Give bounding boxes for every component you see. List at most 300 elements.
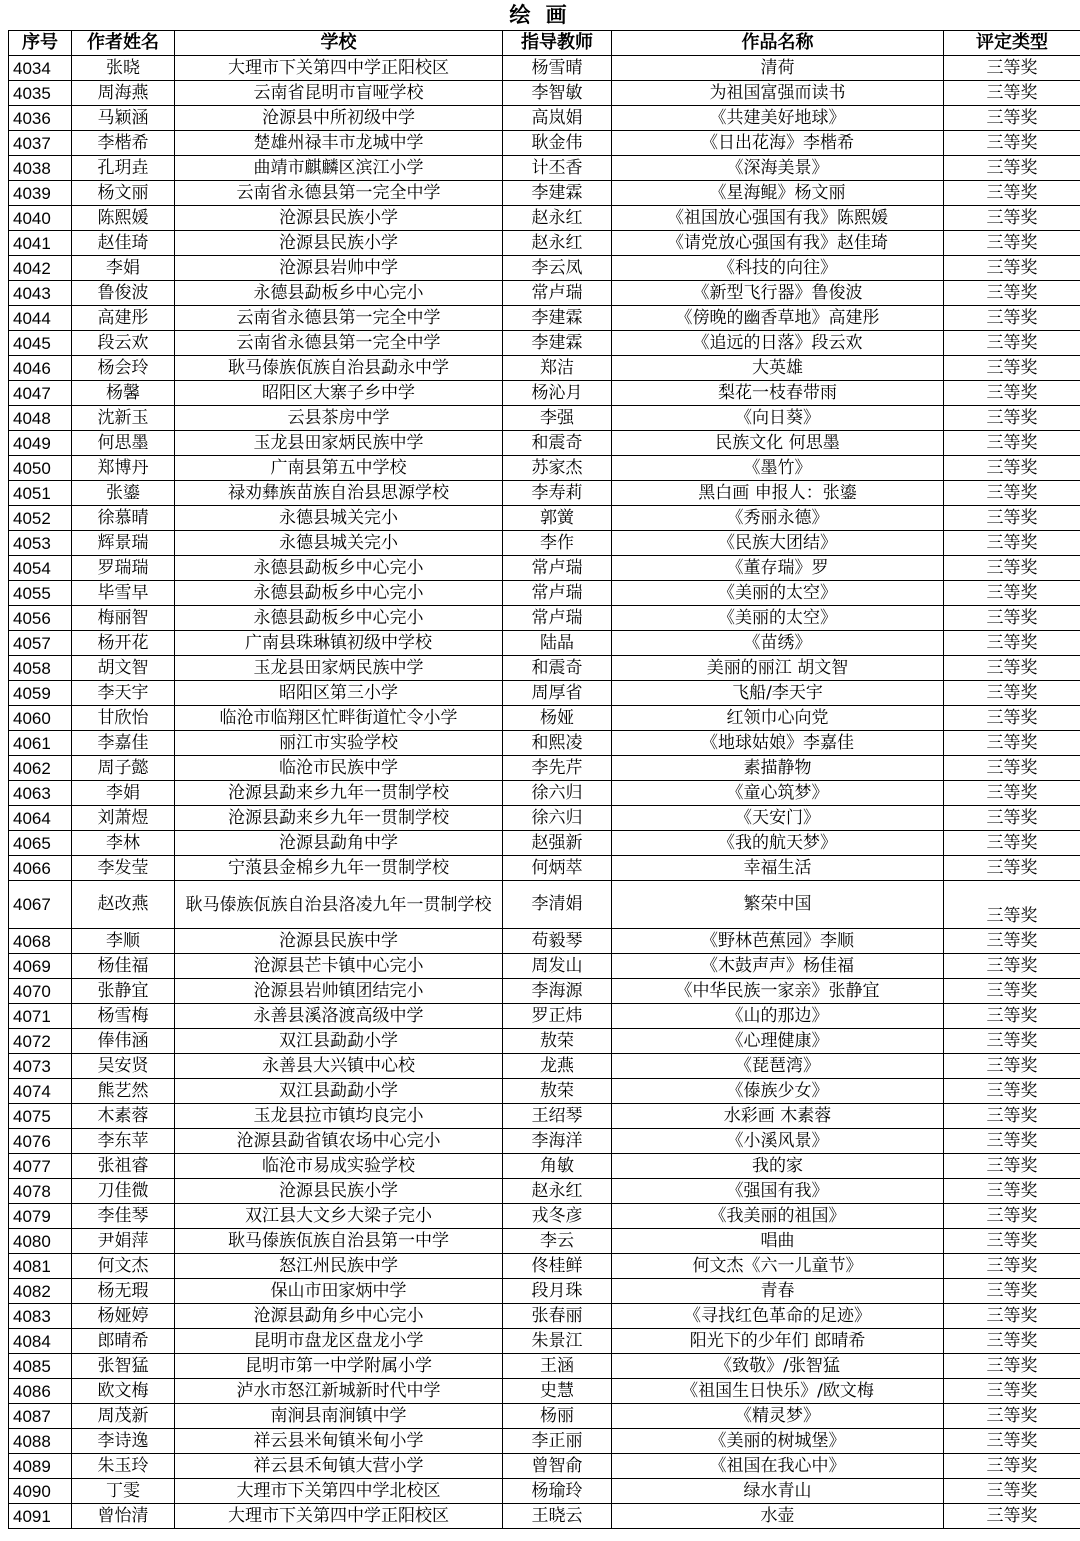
cell-school: 永德县城关完小 — [175, 506, 503, 531]
cell-award: 三等奖 — [944, 306, 1080, 331]
cell-school: 广南县第五中学校 — [175, 456, 503, 481]
cell-school: 双江县大文乡大梁子完小 — [175, 1204, 503, 1229]
cell-author: 曾怡清 — [72, 1504, 175, 1529]
table-row — [9, 1429, 1080, 1454]
cell-seq: 4066 — [9, 856, 72, 881]
cell-award: 三等奖 — [944, 106, 1080, 131]
cell-school: 大理市下关第四中学正阳校区 — [175, 56, 503, 81]
cell-seq: 4082 — [9, 1279, 72, 1304]
table-row — [9, 81, 1080, 106]
cell-award: 三等奖 — [944, 181, 1080, 206]
cell-work: 《深海美景》 — [612, 156, 944, 181]
cell-award: 三等奖 — [944, 806, 1080, 831]
cell-author: 李嘉佳 — [72, 731, 175, 756]
cell-work: 《童心筑梦》 — [612, 781, 944, 806]
cell-award: 三等奖 — [944, 256, 1080, 281]
cell-teacher: 常卢瑞 — [503, 581, 612, 606]
cell-work: 飞船/李天宇 — [612, 681, 944, 706]
table-row — [9, 979, 1080, 1004]
table-row — [9, 756, 1080, 781]
table-row — [9, 1079, 1080, 1104]
cell-teacher: 郭黉 — [503, 506, 612, 531]
cell-teacher: 苟毅琴 — [503, 929, 612, 954]
cell-author: 梅丽智 — [72, 606, 175, 631]
cell-award: 三等奖 — [944, 581, 1080, 606]
cell-school: 沧源县芒卡镇中心完小 — [175, 954, 503, 979]
cell-award: 三等奖 — [944, 1379, 1080, 1404]
cell-award: 三等奖 — [944, 1329, 1080, 1354]
cell-work: 梨花一枝春带雨 — [612, 381, 944, 406]
table-row — [9, 1204, 1080, 1229]
cell-award: 三等奖 — [944, 929, 1080, 954]
cell-teacher: 耿金伟 — [503, 131, 612, 156]
cell-work: 《天安门》 — [612, 806, 944, 831]
cell-award: 三等奖 — [944, 1404, 1080, 1429]
cell-seq: 4041 — [9, 231, 72, 256]
table-row — [9, 706, 1080, 731]
table-row — [9, 1179, 1080, 1204]
cell-author: 马颖涵 — [72, 106, 175, 131]
cell-work: 《致敬》/张智猛 — [612, 1354, 944, 1379]
cell-award: 三等奖 — [944, 1004, 1080, 1029]
cell-school: 南涧县南涧镇中学 — [175, 1404, 503, 1429]
cell-author: 李林 — [72, 831, 175, 856]
cell-award: 三等奖 — [944, 231, 1080, 256]
cell-author: 毕雪早 — [72, 581, 175, 606]
cell-award: 三等奖 — [944, 1429, 1080, 1454]
cell-school: 禄劝彝族苗族自治县思源学校 — [175, 481, 503, 506]
cell-seq: 4064 — [9, 806, 72, 831]
cell-seq: 4067 — [9, 881, 72, 929]
cell-seq: 4079 — [9, 1204, 72, 1229]
cell-author: 罗瑞瑞 — [72, 556, 175, 581]
cell-school: 双江县勐勐小学 — [175, 1079, 503, 1104]
cell-seq: 4065 — [9, 831, 72, 856]
cell-work: 大英雄 — [612, 356, 944, 381]
cell-award: 三等奖 — [944, 1179, 1080, 1204]
cell-work: 《新型飞行器》鲁俊波 — [612, 281, 944, 306]
cell-school: 永德县勐板乡中心完小 — [175, 281, 503, 306]
cell-seq: 4037 — [9, 131, 72, 156]
table-row — [9, 1404, 1080, 1429]
cell-author: 杨娅婷 — [72, 1304, 175, 1329]
table-row — [9, 331, 1080, 356]
cell-work: 水壶 — [612, 1504, 944, 1529]
cell-work: 红领巾心向党 — [612, 706, 944, 731]
cell-seq: 4088 — [9, 1429, 72, 1454]
cell-award: 三等奖 — [944, 1504, 1080, 1529]
table-row — [9, 656, 1080, 681]
cell-teacher: 李海源 — [503, 979, 612, 1004]
cell-award: 三等奖 — [944, 481, 1080, 506]
cell-school: 永善县溪洛渡高级中学 — [175, 1004, 503, 1029]
table-row — [9, 156, 1080, 181]
cell-work: 《苗绣》 — [612, 631, 944, 656]
cell-author: 陈熙媛 — [72, 206, 175, 231]
cell-award: 三等奖 — [944, 1479, 1080, 1504]
cell-teacher: 李正丽 — [503, 1429, 612, 1454]
cell-author: 杨文丽 — [72, 181, 175, 206]
cell-award: 三等奖 — [944, 206, 1080, 231]
cell-author: 杨无瑕 — [72, 1279, 175, 1304]
table-row — [9, 954, 1080, 979]
cell-author: 孔玥垚 — [72, 156, 175, 181]
cell-award: 三等奖 — [944, 954, 1080, 979]
table-row — [9, 1354, 1080, 1379]
cell-work: 素描静物 — [612, 756, 944, 781]
cell-seq: 4059 — [9, 681, 72, 706]
cell-award: 三等奖 — [944, 556, 1080, 581]
cell-teacher: 苏家杰 — [503, 456, 612, 481]
cell-award: 三等奖 — [944, 456, 1080, 481]
table-row — [9, 131, 1080, 156]
cell-seq: 4083 — [9, 1304, 72, 1329]
cell-school: 昭阳区第三小学 — [175, 681, 503, 706]
cell-teacher: 常卢瑞 — [503, 281, 612, 306]
cell-teacher: 李建霖 — [503, 331, 612, 356]
cell-work: 美丽的丽江 胡文智 — [612, 656, 944, 681]
cell-school: 耿马傣族佤族自治县第一中学 — [175, 1229, 503, 1254]
cell-work: 《秀丽永德》 — [612, 506, 944, 531]
cell-seq: 4080 — [9, 1229, 72, 1254]
cell-work: 《野林芭蕉园》李顺 — [612, 929, 944, 954]
cell-work: 《心理健康》 — [612, 1029, 944, 1054]
cell-work: 《墨竹》 — [612, 456, 944, 481]
cell-author: 李发莹 — [72, 856, 175, 881]
table-row — [9, 1054, 1080, 1079]
cell-school: 沧源县勐省镇农场中心完小 — [175, 1129, 503, 1154]
cell-school: 临沧市易成实验学校 — [175, 1154, 503, 1179]
cell-school: 临沧市民族中学 — [175, 756, 503, 781]
cell-author: 熊艺然 — [72, 1079, 175, 1104]
cell-work: 清荷 — [612, 56, 944, 81]
cell-award: 三等奖 — [944, 531, 1080, 556]
cell-author: 段云欢 — [72, 331, 175, 356]
cell-author: 郎晴希 — [72, 1329, 175, 1354]
cell-author: 木素蓉 — [72, 1104, 175, 1129]
table-row — [9, 806, 1080, 831]
cell-teacher: 杨丽 — [503, 1404, 612, 1429]
cell-work: 民族文化 何思墨 — [612, 431, 944, 456]
cell-author: 徐慕晴 — [72, 506, 175, 531]
cell-teacher: 何炳萃 — [503, 856, 612, 881]
cell-seq: 4034 — [9, 56, 72, 81]
cell-teacher: 杨雪晴 — [503, 56, 612, 81]
table-row — [9, 231, 1080, 256]
table-row — [9, 481, 1080, 506]
header-seq: 序号 — [9, 31, 72, 56]
cell-school: 宁蒗县金棉乡九年一贯制学校 — [175, 856, 503, 881]
cell-school: 曲靖市麒麟区滨江小学 — [175, 156, 503, 181]
cell-seq: 4035 — [9, 81, 72, 106]
cell-work: 水彩画 木素蓉 — [612, 1104, 944, 1129]
cell-award: 三等奖 — [944, 1354, 1080, 1379]
cell-author: 李娟 — [72, 781, 175, 806]
cell-author: 周海燕 — [72, 81, 175, 106]
cell-school: 昆明市盘龙区盘龙小学 — [175, 1329, 503, 1354]
cell-school: 云县茶房中学 — [175, 406, 503, 431]
cell-seq: 4078 — [9, 1179, 72, 1204]
cell-award: 三等奖 — [944, 1254, 1080, 1279]
cell-teacher: 高岚娟 — [503, 106, 612, 131]
table-row — [9, 1104, 1080, 1129]
cell-work: 《傣族少女》 — [612, 1079, 944, 1104]
cell-author: 杨佳福 — [72, 954, 175, 979]
cell-seq: 4056 — [9, 606, 72, 631]
cell-seq: 4081 — [9, 1254, 72, 1279]
cell-work: 何文杰《六一儿童节》 — [612, 1254, 944, 1279]
cell-teacher: 李建霖 — [503, 306, 612, 331]
cell-teacher: 陆晶 — [503, 631, 612, 656]
cell-teacher: 王绍琴 — [503, 1104, 612, 1129]
cell-work: 《星海鲲》杨文丽 — [612, 181, 944, 206]
cell-seq: 4048 — [9, 406, 72, 431]
cell-teacher: 李作 — [503, 531, 612, 556]
cell-award: 三等奖 — [944, 131, 1080, 156]
cell-teacher: 李强 — [503, 406, 612, 431]
cell-work: 唱曲 — [612, 1229, 944, 1254]
cell-work: 《寻找红色革命的足迹》 — [612, 1304, 944, 1329]
cell-work: 《美丽的太空》 — [612, 581, 944, 606]
table-row — [9, 381, 1080, 406]
table-row — [9, 1279, 1080, 1304]
cell-seq: 4072 — [9, 1029, 72, 1054]
cell-award: 三等奖 — [944, 281, 1080, 306]
cell-school: 沧源县民族小学 — [175, 1179, 503, 1204]
table-row — [9, 1254, 1080, 1279]
cell-award: 三等奖 — [944, 381, 1080, 406]
table-row — [9, 406, 1080, 431]
cell-award: 三等奖 — [944, 631, 1080, 656]
cell-work: 《山的那边》 — [612, 1004, 944, 1029]
cell-award: 三等奖 — [944, 606, 1080, 631]
cell-award: 三等奖 — [944, 756, 1080, 781]
cell-seq: 4058 — [9, 656, 72, 681]
cell-award: 三等奖 — [944, 1304, 1080, 1329]
cell-teacher: 和震奇 — [503, 656, 612, 681]
cell-teacher: 杨瑜玲 — [503, 1479, 612, 1504]
cell-seq: 4042 — [9, 256, 72, 281]
cell-author: 刘萧煜 — [72, 806, 175, 831]
table-row — [9, 181, 1080, 206]
cell-school: 永德县城关完小 — [175, 531, 503, 556]
cell-school: 沧源县民族中学 — [175, 929, 503, 954]
cell-seq: 4040 — [9, 206, 72, 231]
cell-seq: 4073 — [9, 1054, 72, 1079]
cell-school: 泸水市怒江新城新时代中学 — [175, 1379, 503, 1404]
cell-author: 周子懿 — [72, 756, 175, 781]
cell-author: 俸伟涵 — [72, 1029, 175, 1054]
cell-teacher: 罗正炜 — [503, 1004, 612, 1029]
cell-award: 三等奖 — [944, 1104, 1080, 1129]
cell-teacher: 李清娟 — [503, 881, 612, 929]
cell-seq: 4039 — [9, 181, 72, 206]
cell-award: 三等奖 — [944, 1129, 1080, 1154]
cell-school: 沧源县勐来乡九年一贯制学校 — [175, 781, 503, 806]
table-row — [9, 306, 1080, 331]
table-row — [9, 881, 1080, 929]
cell-seq: 4043 — [9, 281, 72, 306]
table-row — [9, 1304, 1080, 1329]
cell-award: 三等奖 — [944, 56, 1080, 81]
cell-author: 张智猛 — [72, 1354, 175, 1379]
cell-seq: 4076 — [9, 1129, 72, 1154]
cell-award: 三等奖 — [944, 781, 1080, 806]
cell-teacher: 张春丽 — [503, 1304, 612, 1329]
cell-school: 沧源县勐来乡九年一贯制学校 — [175, 806, 503, 831]
cell-author: 沈新玉 — [72, 406, 175, 431]
header-award: 评定类型 — [944, 31, 1080, 56]
cell-author: 张祖睿 — [72, 1154, 175, 1179]
cell-teacher: 徐六归 — [503, 806, 612, 831]
cell-seq: 4055 — [9, 581, 72, 606]
cell-teacher: 郑洁 — [503, 356, 612, 381]
cell-seq: 4074 — [9, 1079, 72, 1104]
cell-work: 《科技的向往》 — [612, 256, 944, 281]
cell-school: 沧源县中所初级中学 — [175, 106, 503, 131]
cell-work: 阳光下的少年们 郎晴希 — [612, 1329, 944, 1354]
cell-seq: 4084 — [9, 1329, 72, 1354]
cell-seq: 4085 — [9, 1354, 72, 1379]
cell-teacher: 赵永红 — [503, 1179, 612, 1204]
cell-work: 黑白画 申报人：张鎏 — [612, 481, 944, 506]
cell-author: 杨雪梅 — [72, 1004, 175, 1029]
cell-work: 《地球姑娘》李嘉佳 — [612, 731, 944, 756]
table-row — [9, 1329, 1080, 1354]
cell-teacher: 周厚省 — [503, 681, 612, 706]
cell-award: 三等奖 — [944, 831, 1080, 856]
cell-author: 张鎏 — [72, 481, 175, 506]
cell-work: 《我的航天梦》 — [612, 831, 944, 856]
cell-seq: 4053 — [9, 531, 72, 556]
cell-school: 沧源县勐角中学 — [175, 831, 503, 856]
page-title: 绘 画 — [509, 3, 571, 27]
cell-award: 三等奖 — [944, 156, 1080, 181]
cell-teacher: 李云凤 — [503, 256, 612, 281]
table-row — [9, 506, 1080, 531]
cell-author: 胡文智 — [72, 656, 175, 681]
cell-teacher: 李云 — [503, 1229, 612, 1254]
cell-teacher: 李先芹 — [503, 756, 612, 781]
table-body — [9, 56, 1080, 1529]
cell-author: 何思墨 — [72, 431, 175, 456]
cell-work: 《琵琶湾》 — [612, 1054, 944, 1079]
cell-seq: 4038 — [9, 156, 72, 181]
cell-work: 《傍晚的幽香草地》高建彤 — [612, 306, 944, 331]
cell-work: 《民族大团结》 — [612, 531, 944, 556]
cell-seq: 4089 — [9, 1454, 72, 1479]
cell-teacher: 李智敏 — [503, 81, 612, 106]
cell-seq: 4087 — [9, 1404, 72, 1429]
cell-teacher: 朱景江 — [503, 1329, 612, 1354]
cell-seq: 4051 — [9, 481, 72, 506]
cell-author: 丁雯 — [72, 1479, 175, 1504]
cell-author: 李东苹 — [72, 1129, 175, 1154]
cell-seq: 4075 — [9, 1104, 72, 1129]
cell-seq: 4046 — [9, 356, 72, 381]
cell-author: 赵佳琦 — [72, 231, 175, 256]
header-work: 作品名称 — [612, 31, 944, 56]
cell-award: 三等奖 — [944, 731, 1080, 756]
cell-work: 《共建美好地球》 — [612, 106, 944, 131]
cell-seq: 4057 — [9, 631, 72, 656]
cell-seq: 4047 — [9, 381, 72, 406]
cell-work: 《董存瑞》罗 — [612, 556, 944, 581]
cell-school: 沧源县民族小学 — [175, 206, 503, 231]
cell-award: 三等奖 — [944, 1279, 1080, 1304]
table-header-row — [9, 31, 1080, 56]
table-row — [9, 581, 1080, 606]
cell-teacher: 角敏 — [503, 1154, 612, 1179]
cell-school: 永德县勐板乡中心完小 — [175, 556, 503, 581]
cell-teacher: 赵永红 — [503, 231, 612, 256]
header-school: 学校 — [175, 31, 503, 56]
cell-work: 《我美丽的祖国》 — [612, 1204, 944, 1229]
table-row — [9, 356, 1080, 381]
cell-school: 大理市下关第四中学北校区 — [175, 1479, 503, 1504]
cell-work: 青春 — [612, 1279, 944, 1304]
cell-award: 三等奖 — [944, 1054, 1080, 1079]
cell-teacher: 李海洋 — [503, 1129, 612, 1154]
cell-teacher: 赵强新 — [503, 831, 612, 856]
cell-teacher: 和震奇 — [503, 431, 612, 456]
cell-seq: 4061 — [9, 731, 72, 756]
cell-seq: 4077 — [9, 1154, 72, 1179]
cell-author: 吴安贤 — [72, 1054, 175, 1079]
cell-teacher: 赵永红 — [503, 206, 612, 231]
cell-school: 玉龙县田家炳民族中学 — [175, 656, 503, 681]
cell-award: 三等奖 — [944, 656, 1080, 681]
cell-seq: 4069 — [9, 954, 72, 979]
cell-author: 郑博丹 — [72, 456, 175, 481]
cell-school: 楚雄州禄丰市龙城中学 — [175, 131, 503, 156]
cell-work: 《向日葵》 — [612, 406, 944, 431]
table-row — [9, 1379, 1080, 1404]
cell-award: 三等奖 — [944, 681, 1080, 706]
cell-award: 三等奖 — [944, 356, 1080, 381]
cell-school: 双江县勐勐小学 — [175, 1029, 503, 1054]
table-row — [9, 1504, 1080, 1529]
cell-teacher: 王晓云 — [503, 1504, 612, 1529]
cell-work: 《精灵梦》 — [612, 1404, 944, 1429]
cell-school: 沧源县勐角乡中心完小 — [175, 1304, 503, 1329]
table-row — [9, 256, 1080, 281]
cell-school: 耿马傣族佤族自治县勐永中学 — [175, 356, 503, 381]
table-row — [9, 1454, 1080, 1479]
header-teacher: 指导教师 — [503, 31, 612, 56]
cell-seq: 4060 — [9, 706, 72, 731]
cell-work: 幸福生活 — [612, 856, 944, 881]
cell-author: 何文杰 — [72, 1254, 175, 1279]
cell-award: 三等奖 — [944, 856, 1080, 881]
table-row — [9, 731, 1080, 756]
cell-seq: 4091 — [9, 1504, 72, 1529]
cell-seq: 4068 — [9, 929, 72, 954]
cell-teacher: 王涵 — [503, 1354, 612, 1379]
cell-school: 祥云县米甸镇米甸小学 — [175, 1429, 503, 1454]
cell-work: 《强国有我》 — [612, 1179, 944, 1204]
header-author: 作者姓名 — [72, 31, 175, 56]
cell-teacher: 曾智俞 — [503, 1454, 612, 1479]
table-row — [9, 856, 1080, 881]
cell-school: 大理市下关第四中学正阳校区 — [175, 1504, 503, 1529]
table-row — [9, 106, 1080, 131]
cell-work: 《木鼓声声》杨佳福 — [612, 954, 944, 979]
table-row — [9, 929, 1080, 954]
table-row — [9, 281, 1080, 306]
cell-school: 玉龙县拉市镇均良完小 — [175, 1104, 503, 1129]
awards-table — [8, 30, 1080, 1529]
